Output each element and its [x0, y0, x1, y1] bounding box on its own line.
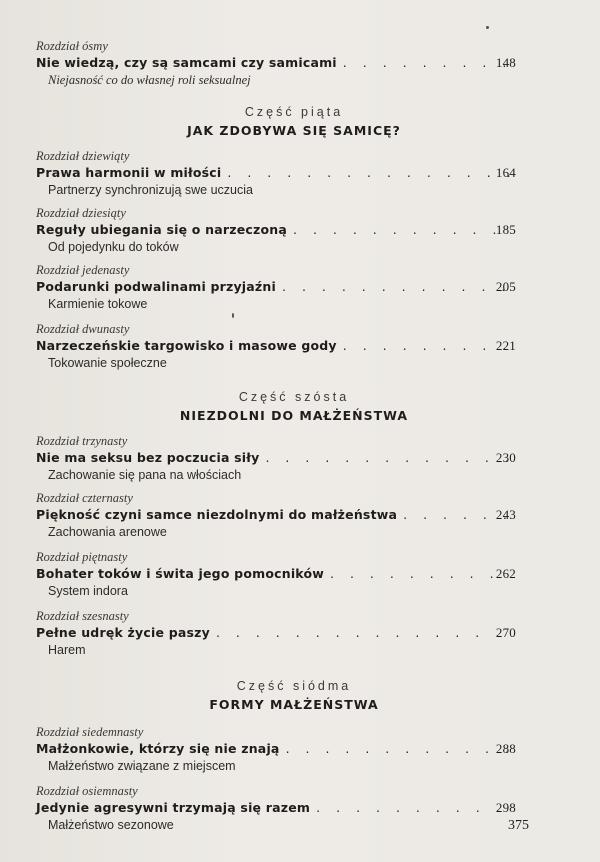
chapter-subtitle: Małżeństwo związane z miejscem [48, 759, 236, 773]
table-of-contents [36, 38, 516, 834]
leader-dots [227, 164, 510, 182]
page-number: 205 [495, 279, 516, 294]
chapter-entry [36, 724, 516, 775]
chapter-subtitle: Zachowanie się pana na włościach [48, 468, 242, 482]
leader-dots [343, 337, 510, 355]
chapter-number: Rozdział trzynasty [36, 434, 128, 448]
chapter-title: Jedynie agresywni trzymają się razem [36, 800, 311, 815]
part-title: JAK ZDOBYWA SIĘ SAMICĘ? [187, 123, 401, 138]
page-number: 230 [495, 450, 516, 465]
chapter-number: Rozdział dziewiąty [36, 149, 130, 163]
chapter-entry [36, 148, 516, 199]
chapter-subtitle: Zachowania arenowe [48, 525, 167, 539]
part-label: Część szósta [238, 390, 350, 404]
chapter-title-row [36, 624, 516, 642]
chapter-subtitle: Tokowanie społeczne [48, 356, 167, 370]
chapter-title: Pełne udręk życie paszy [36, 625, 210, 640]
chapter-subtitle: Partnerzy synchronizują swe uczucia [48, 183, 253, 197]
chapter-number: Rozdział jedenasty [36, 263, 130, 277]
chapter-title-row [36, 799, 516, 817]
page-folio: 375 [508, 818, 529, 833]
chapter-entry [36, 262, 516, 313]
chapter-number: Rozdział dziesiąty [36, 206, 126, 220]
part-heading [36, 679, 552, 712]
chapter-subtitle: Niejasność co do własnej roli seksualnej [48, 73, 251, 87]
chapter-number: Rozdział dwunasty [36, 322, 130, 336]
part-heading [36, 105, 552, 138]
part-label: Część siódma [236, 679, 352, 693]
chapter-title-row [36, 54, 516, 72]
part-title: NIEZDOLNI DO MAŁŻEŃSTWA [179, 408, 409, 423]
leader-dots [282, 278, 510, 296]
page-number: 164 [495, 165, 516, 180]
page-number: 270 [495, 625, 516, 640]
chapter-title: Prawa harmonii w miłości [36, 165, 222, 180]
chapter-subtitle: System indora [48, 584, 128, 598]
page-number: 298 [495, 800, 516, 815]
page-number: 185 [495, 222, 516, 237]
chapter-number: Rozdział siedemnasty [36, 725, 144, 739]
chapter-number: Rozdział ósmy [36, 39, 108, 53]
page-number: 262 [495, 566, 516, 581]
leader-dots [316, 799, 510, 817]
chapter-subtitle: Harem [48, 643, 86, 657]
leader-dots [216, 624, 510, 642]
page-number: 148 [495, 55, 516, 70]
chapter-title: Nie wiedzą, czy są samcami czy samicami [36, 55, 337, 70]
chapter-entry [36, 433, 516, 484]
chapter-entry [36, 321, 516, 372]
chapter-title-row [36, 278, 516, 296]
chapter-entry [36, 783, 516, 834]
chapter-number: Rozdział osiemnasty [36, 784, 138, 798]
chapter-title: Małżonkowie, którzy się nie znają [36, 741, 280, 756]
chapter-title-row [36, 506, 516, 524]
chapter-entry [36, 205, 516, 256]
chapter-title-row [36, 740, 516, 758]
chapter-entry [36, 608, 516, 659]
chapter-title-row [36, 164, 516, 182]
chapter-title: Bohater toków i świta jego pomocników [36, 566, 325, 581]
chapter-subtitle: Karmienie tokowe [48, 297, 148, 311]
page-number: 288 [495, 741, 516, 756]
chapter-title: Reguły ubiegania się o narzeczoną [36, 222, 288, 237]
part-heading [36, 390, 552, 423]
leader-dots [403, 506, 510, 524]
chapter-title-row [36, 221, 516, 239]
chapter-subtitle: Małżeństwo sezonowe [48, 818, 174, 832]
chapter-title-row [36, 565, 516, 583]
leader-dots [343, 54, 510, 72]
leader-dots [265, 449, 510, 467]
chapter-number: Rozdział czternasty [36, 491, 133, 505]
chapter-title-row [36, 449, 516, 467]
chapter-subtitle: Od pojedynku do toków [48, 240, 179, 254]
part-label: Część piąta [244, 105, 344, 119]
chapter-title: Piękność czyni samce niezdolnymi do małżeństwa [36, 507, 398, 522]
chapter-number: Rozdział szesnasty [36, 609, 129, 623]
chapter-title: Narzeczeńskie targowisko i masowe gody [36, 338, 337, 353]
chapter-title: Podarunki podwalinami przyjaźni [36, 279, 276, 294]
part-title: FORMY MAŁŻEŃSTWA [209, 697, 379, 712]
leader-dots [286, 740, 510, 758]
leader-dots [330, 565, 510, 583]
page-number: 221 [495, 338, 516, 353]
ink-speck [232, 313, 234, 318]
ink-speck [486, 26, 489, 29]
leader-dots [293, 221, 510, 239]
chapter-title-row [36, 337, 516, 355]
chapter-entry [36, 38, 516, 89]
chapter-entry [36, 549, 516, 600]
page-number: 243 [495, 507, 516, 522]
chapter-number: Rozdział piętnasty [36, 550, 128, 564]
chapter-title: Nie ma seksu bez poczucia siły [36, 450, 260, 465]
chapter-entry [36, 490, 516, 541]
